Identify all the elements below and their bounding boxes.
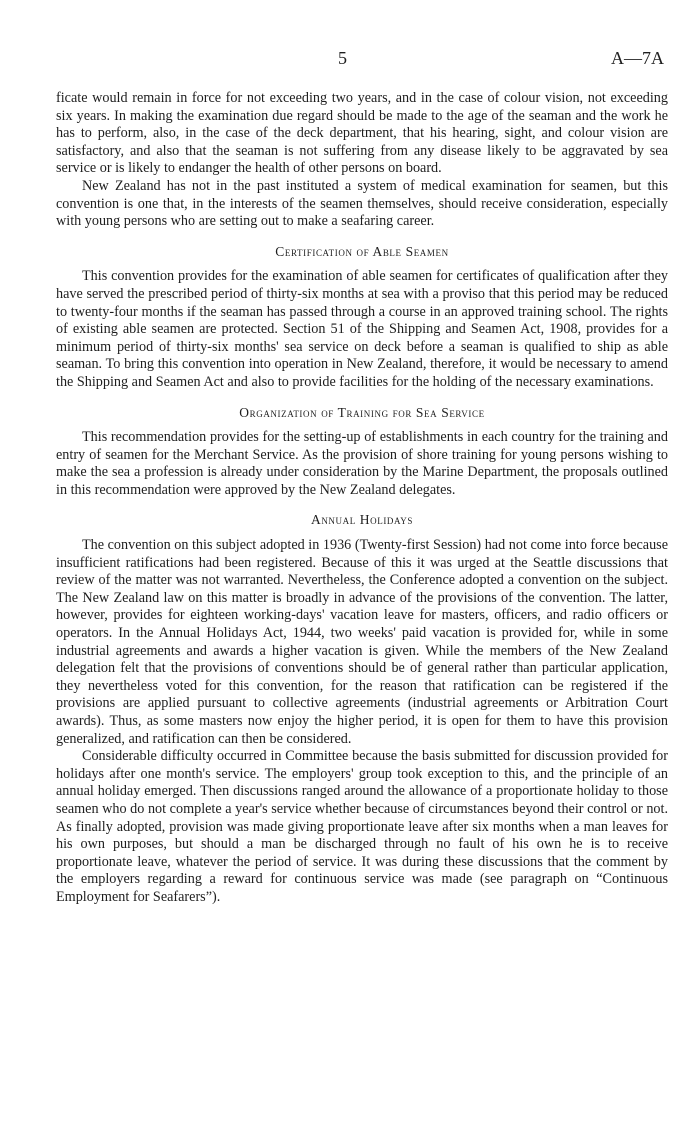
paragraph: This recommendation provides for the setting-up of establishments in each country for the training and entry of seamen for the Merchant Service. As the provision of shore training for young persons wishing to make the sea a profession is already under consideration by the Marine Department, the proposals outlined in this recommendation were approved by the New Zealand delegates. <box>56 429 668 498</box>
page-header <box>0 48 700 72</box>
section-heading: Annual Holidays <box>310 512 414 528</box>
paragraph: This convention provides for the examination of able seamen for certificates of qualification after they have served the prescribed period of thirty-six months at sea with a proviso that this period may be reduced to twenty-four months if the seaman has passed through a course in an approved training school. The rights of existing able seamen are protected. Section 51 of the Shipping and Seamen Act, 1908, provides for a minimum period of thirty-six months' sea service on deck before a seaman is qualified to ship as able seaman. To bring this convention into operation in New Zealand, therefore, it would be necessary to amend the Shipping and Seamen Act and also to provide facilities for the holding of the necessary examinations. <box>56 268 668 390</box>
paragraph: ficate would remain in force for not exceeding two years, and in the case of colour vision, not exceeding six years. In making the examination due regard should be made to the age of the seaman and the work he has to perform, also, in the case of the deck department, that his hearing, sight, and colour vision are satisfactory, and also that the seaman is not suffering from any disease likely to be aggravated by sea service or is likely to endanger the health of other persons on board. <box>56 90 668 177</box>
page-number: 5 <box>338 48 347 68</box>
section-heading: Certification of Able Seamen <box>275 243 449 259</box>
paragraph: New Zealand has not in the past instituted a system of medical examination for seamen, but this convention is one that, in the interests of the seamen themselves, should receive consideration, especially with young persons who are setting out to make a seafaring career. <box>56 177 668 230</box>
paragraph: The convention on this subject adopted in 1936 (Twenty-first Session) had not come into force because insufficient ratifications had been registered. Because of this it was urged at the Seattle discussions that review of the matter was not warranted. Nevertheless, the Conference adopted a convention on the subject. The New Zealand law on this matter is broadly in advance of the provisions of the convention. The latter, however, provides for eighteen working-days' vacation leave for masters, officers, and radio officers or operators. In the Annual Holidays Act, 1944, two weeks' paid vacation is provided for, while in some industrial agreements and awards a higher vacation is given. While the members of the New Zealand delegation felt that the provisions of conventions should be of general rather than particular application, they nevertheless voted for this convention, for the reason that ratification can be registered if the provisions are applied pursuant to collective agreements (industrial agreements or Arbitration Court awards). Thus, as some masters now enjoy the higher period, it is open for them to have this provision generalized, and ratification can then be considered. <box>56 537 668 747</box>
section-heading: Organization of Training for Sea Service <box>239 404 485 420</box>
paragraph: Considerable difficulty occurred in Committee because the basis submitted for discussion provided for holidays after one month's service. The employers' group took exception to this, and the principle of an annual holiday emerged. Then discussions ranged around the allowance of a proportionate holiday to those seamen who do not complete a year's service whether because of circumstances beyond their control or not. As finally adopted, provision was made giving proportionate leave after six months when a man leaves for his own purposes, but should a man be discharged through no fault of his own he is to receive proportionate leave, whatever the period of service. It was during these discussions that the comment by the employers regarding a reward for continuous service was made (see paragraph on “Continuous Employment for Seafarers”). <box>56 748 668 905</box>
document-reference: A—7A <box>611 48 664 68</box>
document-body <box>56 90 668 907</box>
